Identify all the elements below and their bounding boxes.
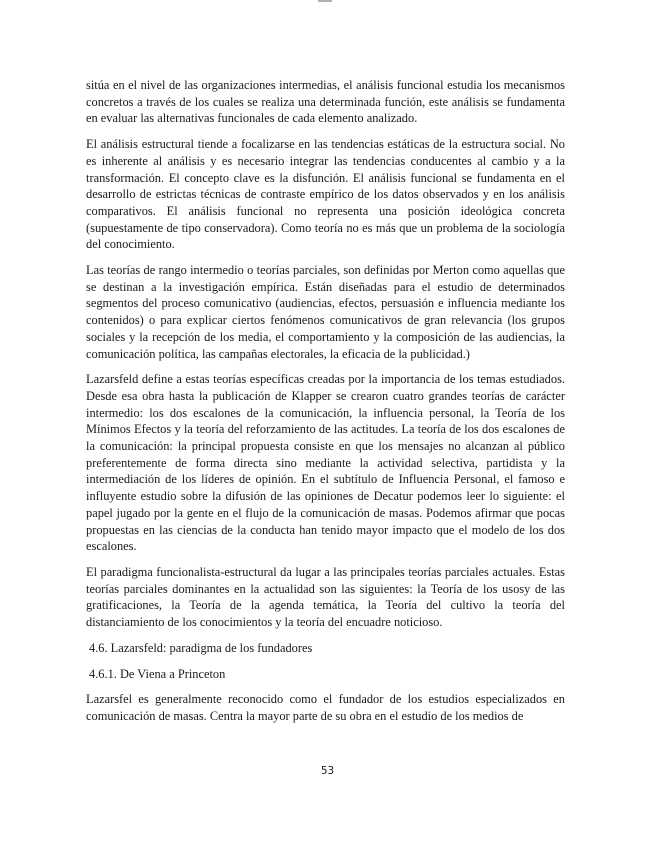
paragraph-lazarsfeld-theories: Lazarsfeld define a estas teorías específicas creadas por la importancia de los temas estudiados. Desde esa obra hasta la publicación de Klapper se crearon cuatro grandes teorías de carácter intermedio: los dos escalones de la comunicación, la influencia personal, la Teoría de los Mínimos Efectos y la teoría del reforzamiento de las actitudes. La teoría de los dos escalones de la comunicación: la principal propuesta consiste en que los mensajes no alcanzan al público preferentemente de forma directa sino mediante la actividad selectiva, partidista y la intermediación de los líderes de opinión. En el subtítulo de Influencia Personal, el famoso e influyente estudio sobre la difusión de las opiniones de Decatur podemos leer lo siguiente: el papel jugado por la gente en el flujo de la comunicación de masas. Podemos afirmar que pocas propuestas en las ciencias de la conducta han tenido mayor impacto que el modelo de los dos escalones. bbox=[86, 372, 565, 554]
page-number: 53 bbox=[320, 765, 335, 777]
paragraph-structural-analysis: El análisis estructural tiende a focalizarse en las tendencias estáticas de la estructura social. No es inherente al análisis y es necesario integrar las tendencias conducentes al cambio y a la transformación. El concepto clave es la disfunción. El análisis funcional se fundamenta en el desarrollo de estrictas técnicas de contraste empírico de los datos observados y en los análisis comparativos. El análisis funcional no representa una posición ideológica concreta (supuestamente de tipo conservadora). Como teoría no es más que un problema de la sociología del conocimiento. bbox=[86, 137, 565, 252]
paragraph-lazarsfel-founder: Lazarsfel es generalmente reconocido como el fundador de los estudios especializados en comunicación de masas. Centra la mayor parte de su obra en el estudio de los medios de bbox=[86, 692, 565, 723]
top-edge-mark bbox=[318, 0, 332, 2]
page-body bbox=[86, 77, 565, 734]
section-heading-4-6: 4.6. Lazarsfeld: paradigma de los fundadores bbox=[89, 640, 313, 655]
paragraph-middle-range-theories: Las teorías de rango intermedio o teorías parciales, son definidas por Merton como aquellas que se destinan a la investigación empírica. Están diseñadas para el estudio de determinados segmentos del proceso comunicativo (audiencias, efectos, persuasión e influencia mediante los contenidos) o para explicar ciertos fenómenos comunicativos de gran relevancia (los grupos sociales y la recepción de los media, el comportamiento y la composición de las audiencias, la comunicación política, las campañas electorales, la eficacia de la publicidad.) bbox=[86, 263, 565, 361]
paragraph-functionalist-paradigm: El paradigma funcionalista-estructural da lugar a las principales teorías parciales actuales. Estas teorías parciales dominantes en la actualidad son las siguientes: la Teoría de los usosy de las gratificaciones, la Teoría de la agenda temática, la Teoría del cultivo la teoría del distanciamiento de los conocimientos y la teoría del encuadre noticioso. bbox=[86, 564, 565, 630]
paragraph-functional-analysis: sitúa en el nivel de las organizaciones intermedias, el análisis funcional estudia los mecanismos concretos a través de los cuales se realiza una determinada función, este análisis se fundamenta en evaluar las alternativas funcionales de cada elemento analizado. bbox=[86, 78, 565, 126]
section-heading-4-6-1: 4.6.1. De Viena a Princeton bbox=[89, 666, 226, 681]
